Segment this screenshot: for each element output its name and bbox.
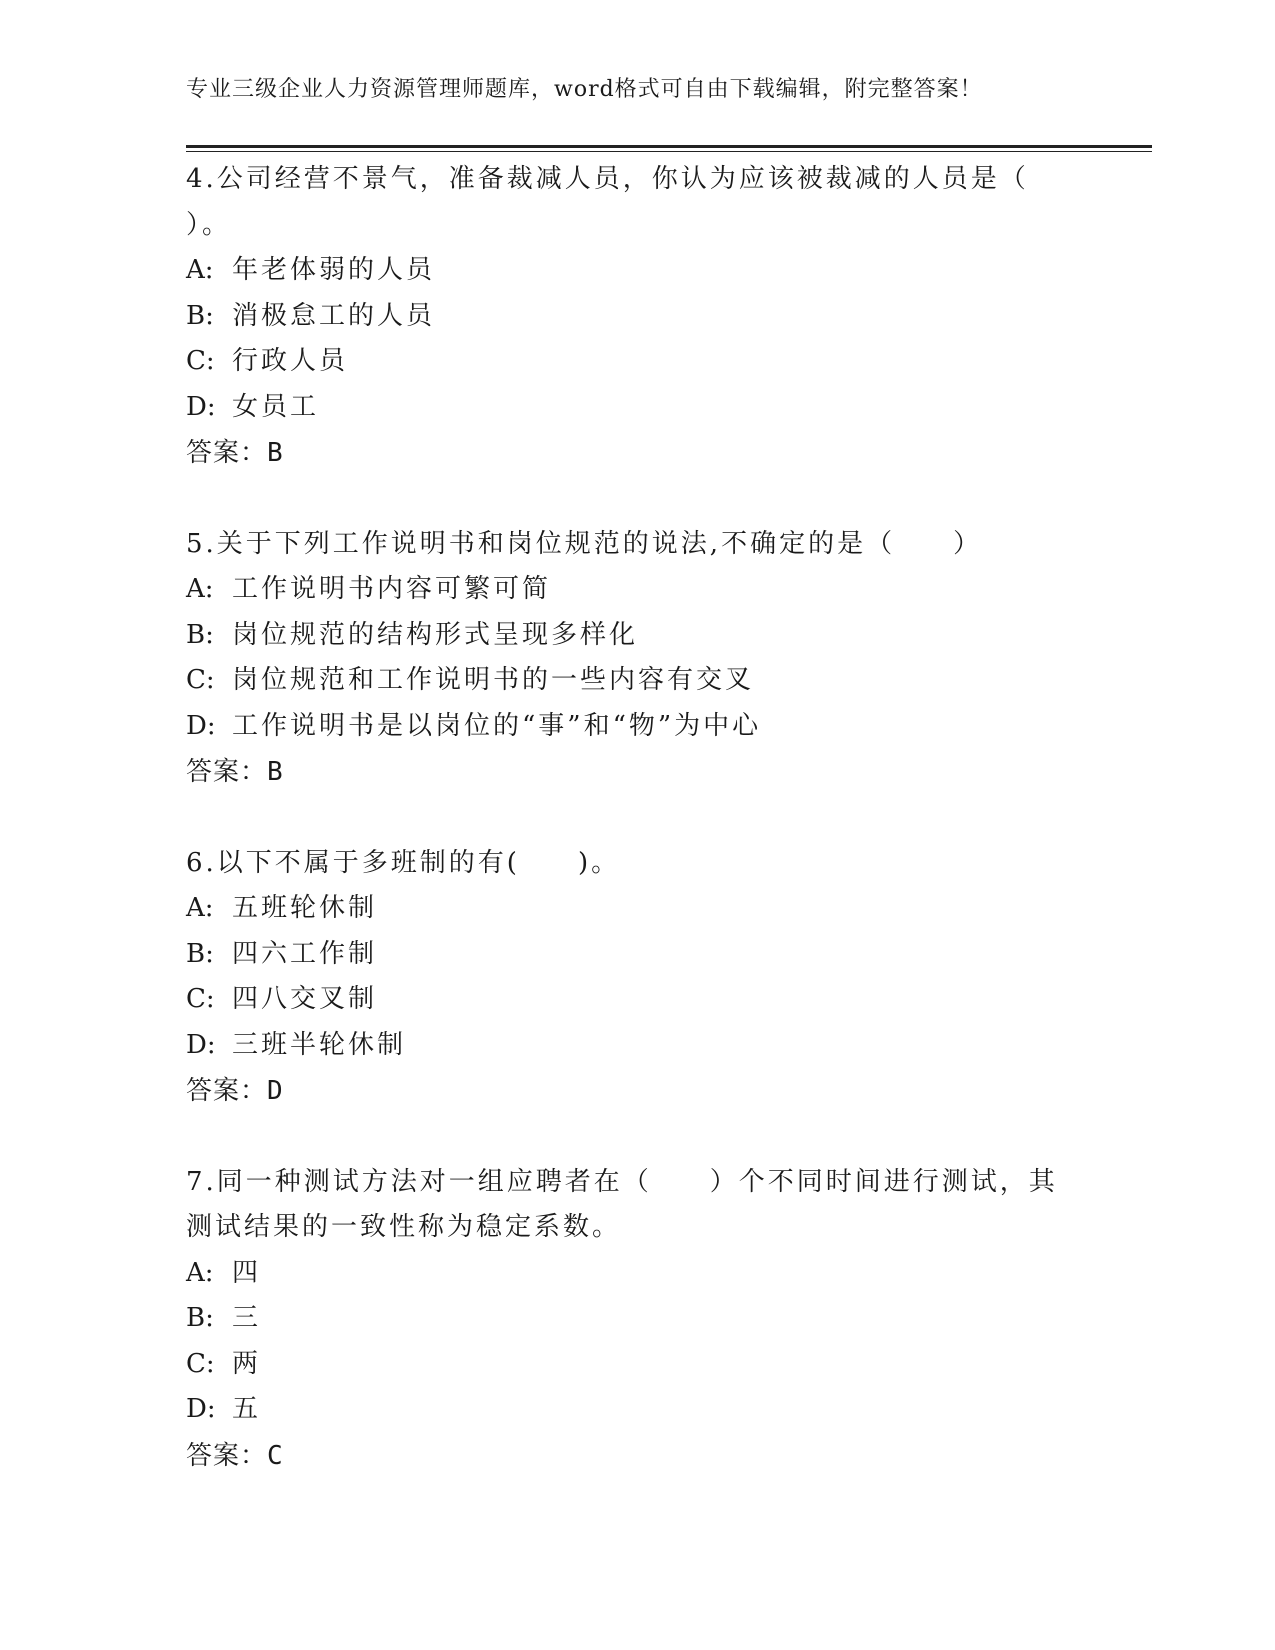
- option-label: A:: [186, 893, 214, 923]
- answer-label: 答案：: [186, 437, 268, 467]
- question-list: [186, 157, 1086, 1524]
- answer-line: [186, 1433, 1086, 1480]
- option-text: 岗位规范和工作说明书的一些内容有交叉: [232, 665, 755, 695]
- question-6: [186, 841, 1086, 1115]
- option-text: 工作说明书内容可繁可简: [232, 574, 552, 604]
- option-label: C:: [186, 665, 215, 695]
- option-text: 女员工: [232, 391, 320, 422]
- option-label: B:: [186, 619, 214, 650]
- option-label: A:: [186, 1257, 214, 1288]
- option-text: 三: [232, 1303, 262, 1333]
- question-5: [186, 522, 1086, 796]
- option-text: 五班轮休制: [232, 893, 378, 923]
- option-text: 四: [232, 1257, 262, 1288]
- option-a: [186, 886, 1086, 932]
- answer-value: B: [267, 438, 284, 468]
- answer-label: 答案：: [186, 1075, 268, 1105]
- option-label: A:: [186, 255, 214, 285]
- option-b: [186, 1296, 1086, 1342]
- option-text: 消极怠工的人员: [232, 300, 436, 331]
- option-label: C:: [186, 1348, 215, 1379]
- option-d: [186, 704, 1086, 750]
- question-stem-line: 5.关于下列工作说明书和岗位规范的说法,不确定的是（ ）: [186, 528, 983, 559]
- header-rule-thick: [186, 145, 1152, 148]
- option-label: D:: [186, 1394, 216, 1424]
- option-d: [186, 1387, 1086, 1433]
- option-c: [186, 1342, 1086, 1388]
- header-rule-thin: [186, 151, 1152, 152]
- option-label: C:: [186, 346, 215, 376]
- option-d: [186, 385, 1086, 431]
- page-header: 专业三级企业人力资源管理师题库，word格式可自由下载编辑，附完整答案！: [186, 77, 983, 102]
- option-text: 五: [232, 1394, 262, 1424]
- answer-label: 答案：: [186, 756, 268, 786]
- question-7: [186, 1160, 1086, 1480]
- option-label: B:: [186, 938, 214, 969]
- option-label: D:: [186, 710, 216, 741]
- option-b: [186, 932, 1086, 978]
- option-text: 三班半轮休制: [232, 1029, 407, 1060]
- question-stem-line: 测试结果的一致性称为稳定系数。: [186, 1212, 622, 1242]
- option-a: [186, 248, 1086, 294]
- option-a: [186, 1251, 1086, 1297]
- option-b: [186, 294, 1086, 340]
- option-label: D:: [186, 391, 216, 422]
- option-label: A:: [186, 574, 214, 604]
- option-d: [186, 1023, 1086, 1069]
- question-stem-line: 6.以下不属于多班制的有( )。: [186, 847, 621, 878]
- option-label: B:: [186, 1303, 214, 1333]
- answer-value: D: [267, 1076, 284, 1106]
- option-c: [186, 977, 1086, 1023]
- answer-line: [186, 1068, 1086, 1115]
- option-label: C:: [186, 984, 215, 1014]
- answer-line: [186, 749, 1086, 796]
- question-4: [186, 157, 1086, 477]
- option-text: 年老体弱的人员: [232, 255, 436, 285]
- option-text: 工作说明书是以岗位的“事”和“物”为中心: [232, 710, 762, 741]
- option-a: [186, 567, 1086, 613]
- answer-value: C: [267, 1440, 284, 1471]
- option-text: 两: [232, 1348, 262, 1379]
- answer-label: 答案：: [186, 1439, 268, 1470]
- option-b: [186, 613, 1086, 659]
- option-text: 岗位规范的结构形式呈现多样化: [232, 619, 639, 650]
- answer-value: B: [267, 757, 284, 787]
- option-label: D:: [186, 1029, 216, 1060]
- option-text: 行政人员: [232, 346, 349, 376]
- question-stem-line: 4.公司经营不景气，准备裁减人员，你认为应该被裁减的人员是（: [186, 164, 1029, 194]
- question-stem-line: ）。: [186, 209, 232, 240]
- answer-line: [186, 430, 1086, 477]
- option-c: [186, 658, 1086, 704]
- option-text: 四六工作制: [232, 938, 378, 969]
- option-c: [186, 339, 1086, 385]
- option-label: B:: [186, 300, 214, 331]
- question-stem-line: 7.同一种测试方法对一组应聘者在（ ）个不同时间进行测试，其: [186, 1166, 1058, 1197]
- option-text: 四八交叉制: [232, 984, 378, 1014]
